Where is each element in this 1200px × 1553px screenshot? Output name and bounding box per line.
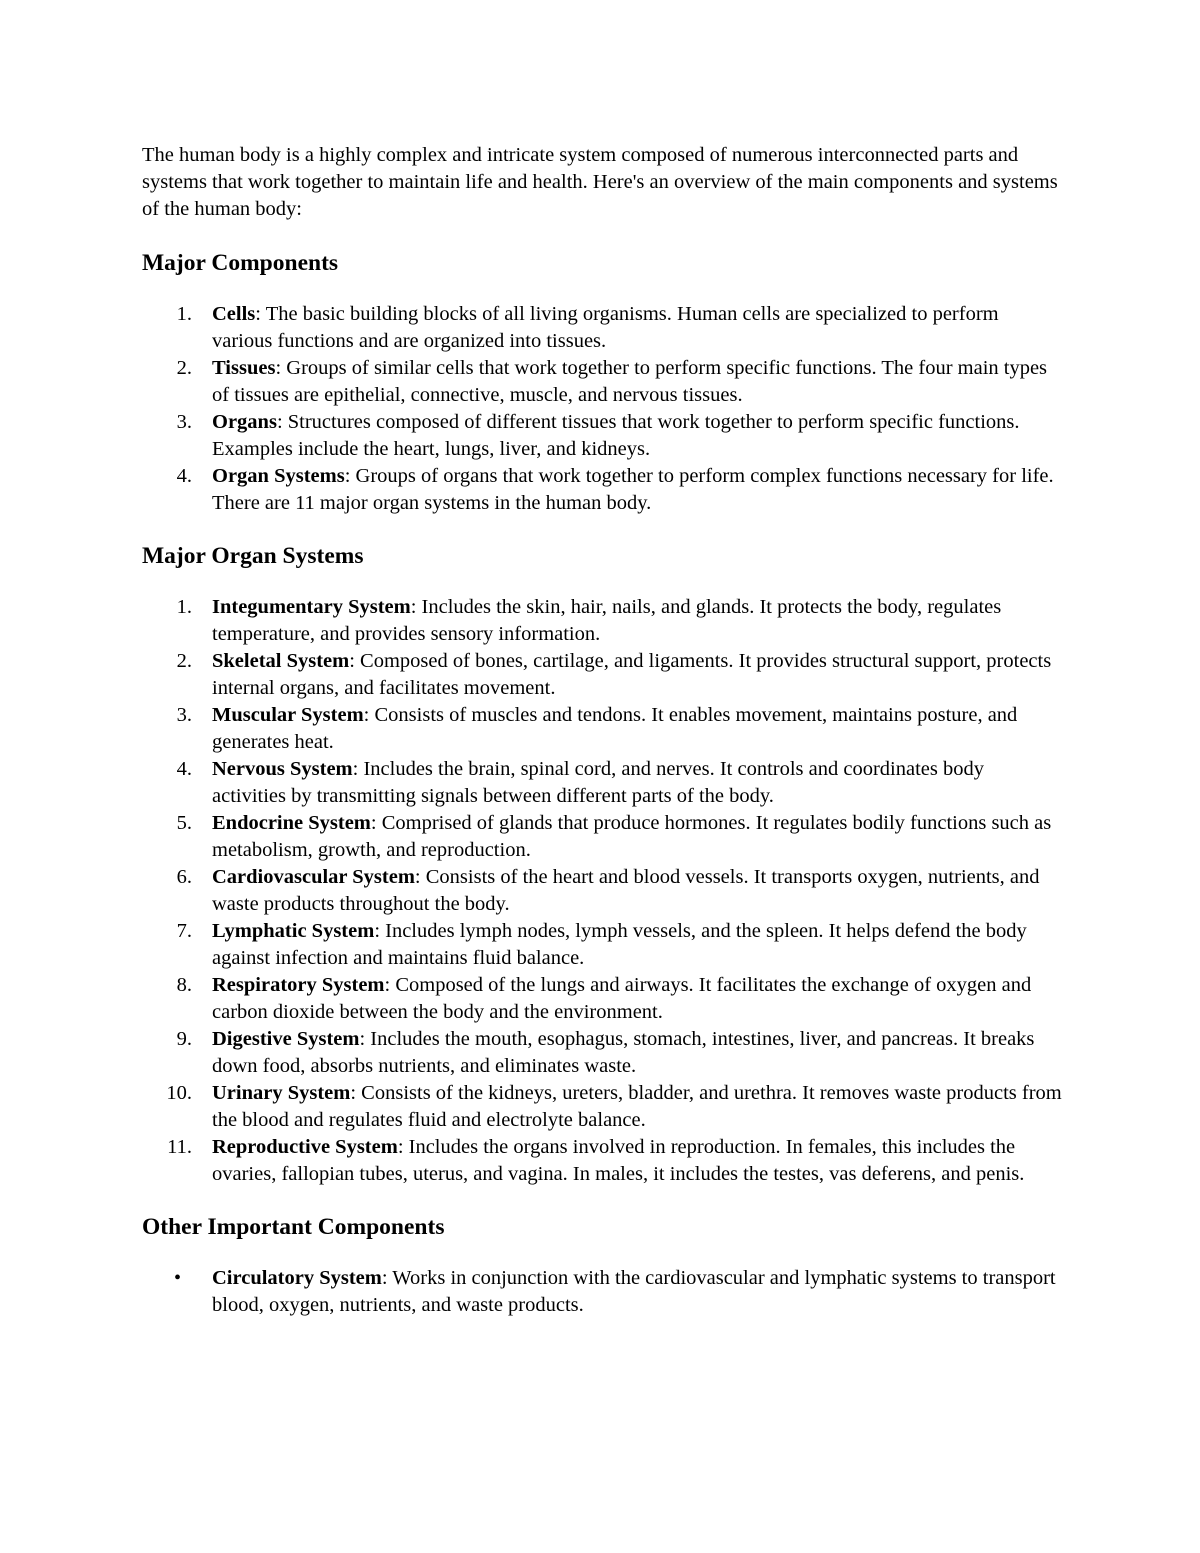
list-term: Lymphatic System: [212, 920, 375, 942]
list-item: [142, 756, 1062, 810]
list-number: 1.: [176, 303, 192, 325]
major-components-list: [142, 301, 1062, 517]
list-item: [142, 648, 1062, 702]
list-number: 3.: [176, 411, 192, 433]
other-components-list: [142, 1265, 1062, 1319]
list-number: 4.: [176, 758, 192, 780]
list-number: 2.: [176, 650, 192, 672]
list-term: Muscular System: [212, 704, 364, 726]
list-text: : Includes the brain, spinal cord, and nerves. It controls and coordinates body activities by transmitting signals between different parts of the body.: [212, 758, 984, 807]
list-item: [142, 918, 1062, 972]
list-text: : Structures composed of different tissues that work together to perform specific functions. Examples include the heart, lungs, liver, and kidneys.: [212, 411, 1020, 460]
bullet-icon: •: [174, 1267, 182, 1289]
list-number: 9.: [176, 1028, 192, 1050]
list-number: 3.: [176, 704, 192, 726]
list-term: Organ Systems: [212, 465, 345, 487]
list-item: [142, 463, 1062, 517]
list-number: 4.: [176, 465, 192, 487]
list-term: Cells: [212, 303, 256, 325]
list-term: Tissues: [212, 357, 276, 379]
intro-paragraph: The human body is a highly complex and intricate system composed of numerous interconnected parts and systems that work together to maintain life and health. Here's an overview of the main components and systems of the human body:: [142, 144, 1058, 220]
list-term: Organs: [212, 411, 277, 433]
document-page: [142, 142, 1062, 1319]
list-term: Skeletal System: [212, 650, 350, 672]
list-text: : Consists of the heart and blood vessels. It transports oxygen, nutrients, and waste products throughout the body.: [212, 866, 1040, 915]
list-term: Integumentary System: [212, 596, 411, 618]
major-organ-systems-list: [142, 594, 1062, 1188]
list-number: 6.: [176, 866, 192, 888]
list-item: [142, 972, 1062, 1026]
list-text: : Includes the skin, hair, nails, and glands. It protects the body, regulates temperature, and provides sensory information.: [212, 596, 1002, 645]
list-number: 1.: [176, 596, 192, 618]
list-number: 7.: [176, 920, 192, 942]
list-text: : Comprised of glands that produce hormones. It regulates bodily functions such as metabolism, growth, and reproduction.: [212, 812, 1052, 861]
list-item: [142, 864, 1062, 918]
list-item: [142, 355, 1062, 409]
list-text: : Groups of organs that work together to perform complex functions necessary for life. There are 11 major organ systems in the human body.: [212, 465, 1054, 514]
list-text: : Consists of muscles and tendons. It enables movement, maintains posture, and generates heat.: [212, 704, 1018, 753]
list-item: [142, 1080, 1062, 1134]
list-term: Nervous System: [212, 758, 353, 780]
list-term: Urinary System: [212, 1082, 351, 1104]
list-text: : Consists of the kidneys, ureters, bladder, and urethra. It removes waste products from the blood and regulates fluid and electrolyte balance.: [212, 1082, 1062, 1131]
list-item: [142, 594, 1062, 648]
list-text: : The basic building blocks of all living organisms. Human cells are specialized to perform various functions and are organized into tissues.: [212, 303, 999, 352]
list-text: : Includes the mouth, esophagus, stomach, intestines, liver, and pancreas. It breaks down food, absorbs nutrients, and eliminates waste.: [212, 1028, 1035, 1077]
list-text: : Composed of the lungs and airways. It facilitates the exchange of oxygen and carbon dioxide between the body and the environment.: [212, 974, 1032, 1023]
list-item: [142, 1026, 1062, 1080]
list-text: : Groups of similar cells that work together to perform specific functions. The four main types of tissues are epithelial, connective, muscle, and nervous tissues.: [212, 357, 1048, 406]
list-term: Reproductive System: [212, 1136, 398, 1158]
list-term: Digestive System: [212, 1028, 360, 1050]
list-number: 2.: [176, 357, 192, 379]
list-term: Cardiovascular System: [212, 866, 415, 888]
list-item: [142, 702, 1062, 756]
list-number: 11.: [167, 1136, 192, 1158]
list-text: : Includes the organs involved in reproduction. In females, this includes the ovaries, fallopian tubes, uterus, and vagina. In males, it includes the testes, vas deferens, and penis.: [212, 1136, 1025, 1185]
other-components-heading: Other Important Components: [142, 1214, 445, 1240]
list-term: Respiratory System: [212, 974, 385, 996]
list-number: 8.: [176, 974, 192, 996]
list-number: 5.: [176, 812, 192, 834]
list-term: Endocrine System: [212, 812, 371, 834]
list-number: 10.: [166, 1082, 192, 1104]
major-components-heading: Major Components: [142, 250, 339, 276]
list-item: [142, 1265, 1062, 1319]
list-text: : Includes lymph nodes, lymph vessels, and the spleen. It helps defend the body against infection and maintains fluid balance.: [212, 920, 1027, 969]
list-item: [142, 1134, 1062, 1188]
list-item: [142, 810, 1062, 864]
list-term: Circulatory System: [212, 1267, 382, 1289]
list-text: : Works in conjunction with the cardiovascular and lymphatic systems to transport blood, oxygen, nutrients, and waste products.: [212, 1267, 1056, 1316]
list-item: [142, 409, 1062, 463]
list-text: : Composed of bones, cartilage, and ligaments. It provides structural support, protects internal organs, and facilitates movement.: [212, 650, 1052, 699]
major-organ-systems-heading: Major Organ Systems: [142, 543, 364, 569]
list-item: [142, 301, 1062, 355]
